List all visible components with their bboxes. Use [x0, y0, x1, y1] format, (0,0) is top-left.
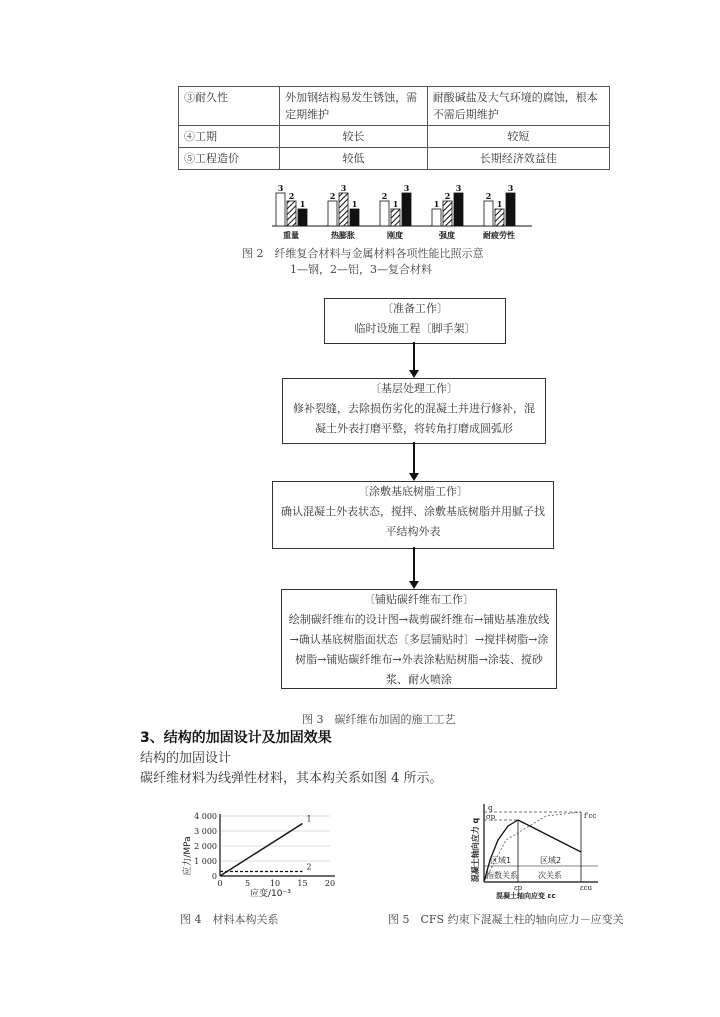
fig5-epscu-label: εcu	[580, 884, 593, 892]
fig5-fcc-label: f'cc	[584, 812, 597, 820]
section-line-2: 碳纤维材料为线弹性材料，其本构关系如图 4 所示。	[140, 771, 443, 786]
fig2-bar-label: 2	[288, 191, 295, 201]
table-cell: ③耐久性	[179, 87, 280, 126]
fig4-xtick-label: 10	[269, 879, 281, 888]
table-cell: ④工期	[179, 126, 280, 148]
fig4-xlabel: 应变/10⁻³	[250, 889, 291, 898]
table-cell: ⑤工程造价	[179, 148, 280, 170]
fig2-bar	[391, 209, 400, 226]
table-row	[179, 87, 610, 126]
fig4-xtick-label: 20	[324, 879, 336, 888]
fig2-bar	[350, 209, 359, 226]
fig2-bar	[484, 201, 493, 226]
flow-step-body: 修补裂缝，去除损伤劣化的混凝土并进行修补，混凝土外表打磨平整，将转角打磨成圆弧形	[293, 402, 535, 435]
fig3-caption: 图 3 碳纤维布加固的施工工艺	[302, 713, 456, 726]
flow-step-base	[282, 378, 546, 444]
flow-step-title: 〔准备工作〕	[382, 302, 448, 315]
fig2-bar-label: 2	[444, 191, 451, 201]
fig4-ytick-label: 2 000	[194, 842, 217, 851]
fig2-bar	[506, 193, 515, 226]
fig4-ytick-label: 4 000	[194, 812, 217, 821]
fig2-bar-label: 2	[485, 191, 492, 201]
fig4-caption: 图 4 材料本构关系	[180, 913, 279, 926]
fig4-series-line	[220, 824, 303, 877]
fig5-chart	[466, 800, 606, 900]
flow-step-body: 确认混凝土外表状态，搅拌、涂敷基底树脂并用腻子找平结构外表	[281, 505, 545, 538]
flow-step-title: 〔铺贴碳纤维布工作〕	[364, 593, 474, 606]
fig5-xlabel: 混凝土轴向应变 εc	[496, 892, 556, 900]
fig4-ytick-label: 0	[211, 872, 217, 881]
flow-arrow	[413, 442, 415, 479]
fig2-bar-label: 3	[277, 183, 284, 193]
flow-arrow	[413, 342, 415, 376]
fig2-bar-label: 3	[340, 183, 347, 193]
fig2-bar-label: 2	[329, 191, 336, 201]
fig5-region1-desc: 指数关系	[486, 871, 518, 880]
fig2-bar-label: 1	[496, 199, 503, 209]
flow-step-body: 临时设施工程〔脚手架〕	[354, 322, 476, 335]
fig5-caption: 图 5 CFS 约束下混凝土柱的轴向应力－应变关	[388, 913, 624, 926]
fig4-ytick-label: 1 000	[194, 857, 217, 866]
fig5-region2-desc: 次关系	[538, 871, 562, 880]
fig5-q-label: q	[488, 804, 493, 812]
flow-arrow	[413, 547, 415, 587]
fig2-bar	[328, 201, 337, 226]
fig2-bar	[402, 193, 411, 226]
fig2-group-label: 耐疲劳性	[483, 231, 515, 240]
fig2-bar	[495, 209, 504, 226]
fig4-xtick-label: 5	[244, 879, 251, 888]
fig2-bar	[298, 209, 307, 226]
fig2-bar-chart	[270, 180, 540, 240]
flow-step-prepare	[324, 298, 506, 344]
comparison-table	[178, 86, 610, 170]
fig5-region2: 区域2	[540, 856, 562, 865]
table-row	[179, 126, 610, 148]
fig2-bar	[454, 193, 463, 226]
fig2-bar-label: 1	[433, 199, 440, 209]
fig5-sigma-label: σp	[486, 813, 496, 821]
fig2-bar-label: 1	[351, 199, 358, 209]
fig4-series-label: 2	[306, 862, 312, 872]
fig2-bar	[443, 201, 452, 226]
flow-step-title: 〔基层处理工作〕	[370, 382, 458, 395]
table-cell: 外加钢结构易发生锈蚀，需定期维护	[280, 87, 428, 126]
fig2-bar-label: 3	[455, 183, 462, 193]
fig4-series-label: 1	[306, 814, 312, 824]
fig2-bar	[380, 201, 389, 226]
fig4-ylabel: 应力/MPa	[183, 836, 193, 876]
table-cell: 较长	[280, 126, 428, 148]
fig2-bar	[276, 193, 285, 226]
flow-step-title: 〔涂敷基底树脂工作〕	[358, 485, 468, 498]
fig5-ylabel: 混凝土轴向应力 q	[471, 817, 480, 883]
fig2-bar	[339, 193, 348, 226]
fig4-chart	[180, 808, 350, 898]
fig4-ytick-label: 3 000	[194, 827, 217, 836]
fig5-epsp-label: εp	[514, 884, 523, 892]
fig2-caption: 图 2 纤维复合材料与金属材料各项性能比照示意	[242, 247, 484, 260]
flow-step-resin	[272, 481, 554, 549]
fig2-group-label: 重量	[283, 231, 299, 240]
fig2-bar-label: 2	[381, 191, 388, 201]
section-heading: 3、结构的加固设计及加固效果	[140, 730, 332, 746]
table-cell: 长期经济效益佳	[427, 148, 609, 170]
fig4-xtick-label: 0	[217, 879, 223, 888]
flow-step-body: 绘制碳纤维布的设计图→裁剪碳纤维布→铺贴基准放线→确认基底树脂面状态〔多层铺贴时〕→搅拌树脂→涂树脂→铺贴碳纤维布→外表涂粘贴树脂→涂装、搅砂浆、耐火喷涂	[288, 613, 550, 686]
fig2-bar-label: 3	[507, 183, 514, 193]
fig5-curve-2	[518, 820, 581, 852]
fig2-bar	[287, 201, 296, 226]
fig2-bar-label: 1	[392, 199, 399, 209]
section-line-1: 结构的加固设计	[140, 751, 232, 766]
table-row	[179, 148, 610, 170]
fig5-region1: 区域1	[490, 856, 512, 865]
fig2-group-label: 热膨胀	[331, 231, 355, 240]
fig2-bar-label: 1	[299, 199, 306, 209]
fig2-group-label: 刚度	[387, 231, 403, 240]
fig4-xtick-label: 15	[297, 879, 308, 888]
table-cell: 耐酸碱盐及大气环境的腐蚀，根本不需后期维护	[427, 87, 609, 126]
fig2-bar-label: 3	[403, 183, 410, 193]
fig2-bar	[432, 209, 441, 226]
flow-step-cfrp	[281, 589, 557, 689]
table-cell: 较短	[427, 126, 609, 148]
table-cell: 较低	[280, 148, 428, 170]
fig2-group-label: 强度	[439, 231, 455, 240]
fig2-legend: 1—钢，2—铝，3—复合材料	[290, 263, 432, 276]
